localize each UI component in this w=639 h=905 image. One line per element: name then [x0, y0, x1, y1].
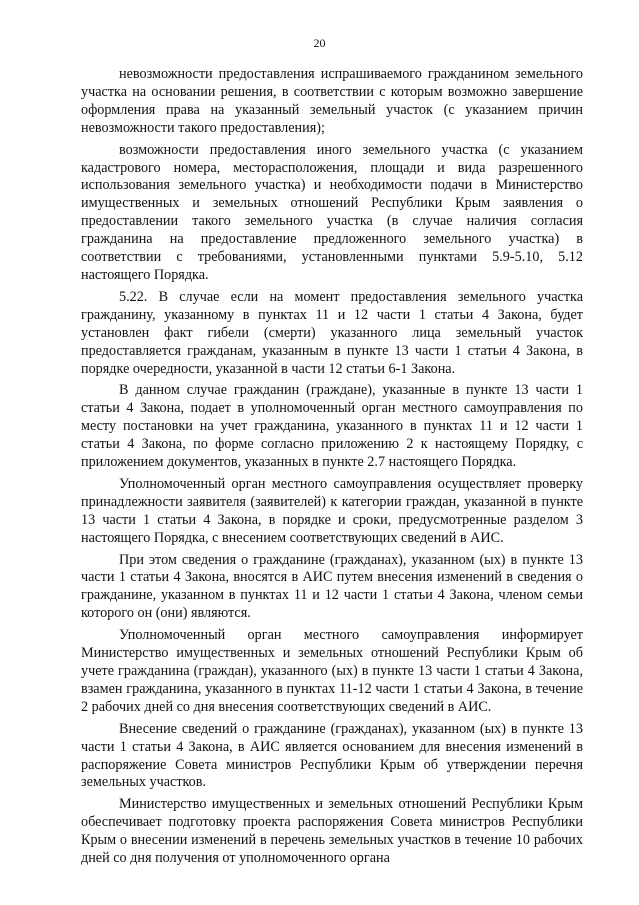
- paragraph: 5.22. В случае если на момент предоставления земельного участка гражданину, указанному в пунктах 11 и 12 части 1 статьи 4 Закона, будет установлен факт гибели (смерти) указанного лица земельный участок предоставляется гражданам, указанным в пункте 13 части 1 статьи 4 Закона, в порядке очередности, указанной в части 12 статьи 6-1 Закона.: [81, 288, 583, 377]
- page-number: 20: [313, 36, 326, 50]
- paragraph: Министерство имущественных и земельных отношений Республики Крым обеспечивает подготовку проекта распоряжения Совета министров Республики Крым о внесении изменений в перечень земельных участков в течение 10 рабочих дней со дня получения от уполномоченного органа: [81, 796, 583, 867]
- paragraph: невозможности предоставления испрашиваемого гражданином земельного участка на основании решения, в соответствии с которым возможно завершение оформления права на указанный земельный участок (с указанием причин невозможности такого предоставления);: [81, 66, 583, 136]
- paragraph: Внесение сведений о гражданине (гражданах), указанном (ых) в пункте 13 части 1 статьи 4 Закона, в АИС является основанием для внесения изменений в распоряжение Совета министров Республики Крым об утверждении перечня земельных участков.: [81, 720, 583, 791]
- paragraph: Уполномоченный орган местного самоуправления осуществляет проверку принадлежности заявителя (заявителей) к категории граждан, указанной в пункте 13 части 1 статьи 4 Закона, в порядке и сроки, предусмотренные разделом 3 настоящего Порядка, с внесением соответствующих сведений в АИС.: [81, 475, 583, 546]
- paragraph: Уполномоченный орган местного самоуправления информирует Министерство имущественных и земельных отношений Республики Крым об учете гражданина (граждан), указанного (ых) в пункте 13 части 1 статьи 4 Закона, взамен гражданина, указанного в пунктах 11-12 части 1 статьи 4 Закона, в течение 2 рабочих дней со дня внесения соответствующих сведений в АИС.: [81, 627, 583, 715]
- paragraph: возможности предоставления иного земельного участка (с указанием кадастрового номера, месторасположения, площади и вида разрешенного использования земельного участка) и необходимости подачи в Министерство имущественных и земельных отношений Республики Крым заявления о предоставлении такого земельного участка (в случае наличия согласия гражданина на предоставление предложенного земельного участка) в соответствии с требованиями, установленными пунктами 5.9-5.10, 5.12 настоящего Порядка.: [81, 141, 583, 283]
- document-body: [81, 66, 583, 872]
- paragraph: В данном случае гражданин (граждане), указанные в пункте 13 части 1 статьи 4 Закона, подает в уполномоченный орган местного самоуправления по месту постановки на учет гражданина, указанного в пунктах 11 и 12 части 1 статьи 4 Закона, по форме согласно приложению 2 к настоящему Порядку, с приложением документов, указанных в пункте 2.7 настоящего Порядка.: [81, 382, 583, 471]
- paragraph: При этом сведения о гражданине (гражданах), указанном (ых) в пункте 13 части 1 статьи 4 Закона, вносятся в АИС путем внесения изменений в сведения о гражданине, указанном в пунктах 11 и 12 части 1 статьи 4 Закона, членом семьи которого он (они) являются.: [81, 551, 583, 622]
